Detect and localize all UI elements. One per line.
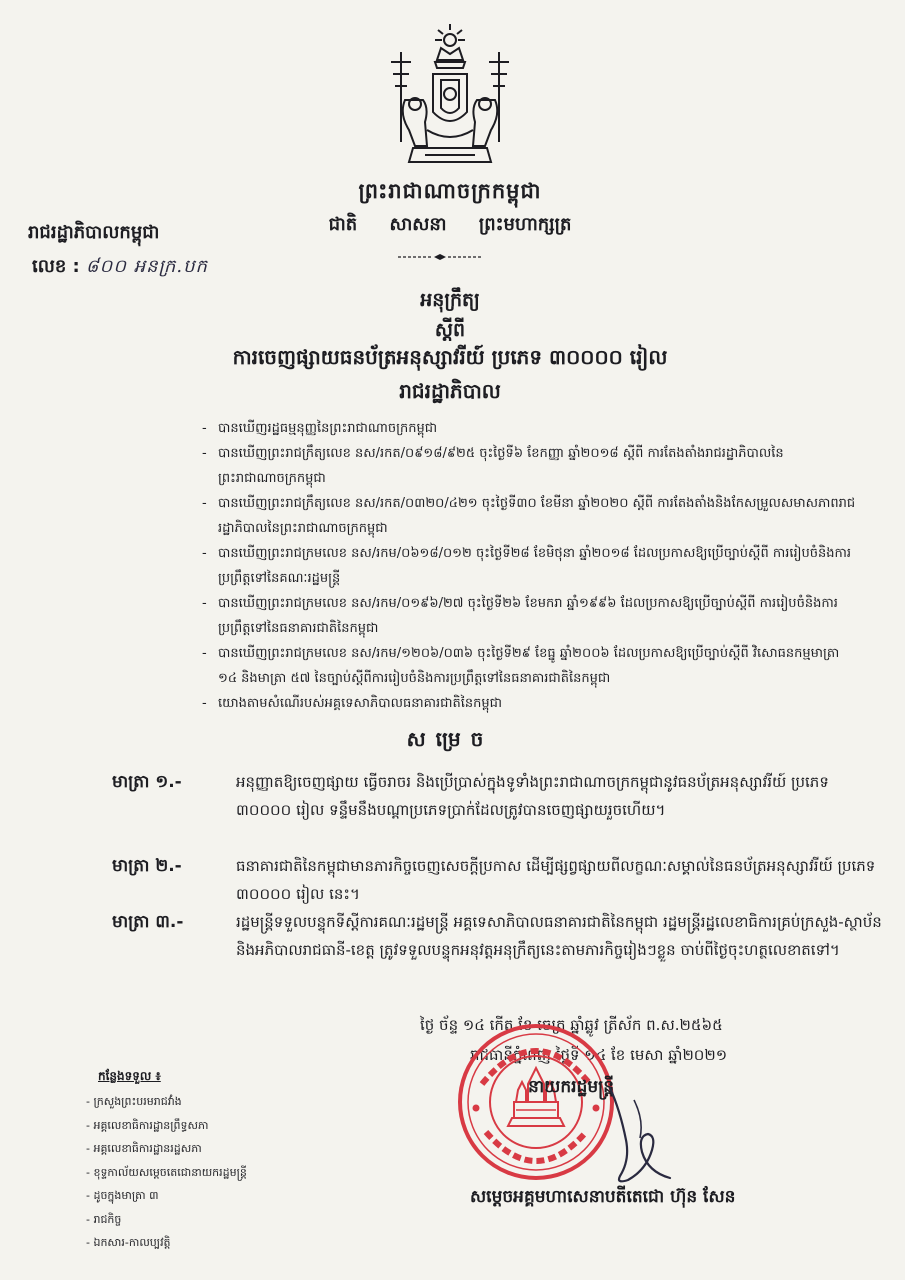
article-label: មាត្រា ៣.- (112, 912, 184, 932)
recipient-item: - ដូចក្នុងមាត្រា ៣ (86, 1184, 247, 1208)
recital-item: - យោងតាមសំណើរបស់អគ្គទេសាភិបាលធនាគារជាតិនៃកម្ពុជា (200, 691, 860, 716)
recipient-item: - ខុទ្ទកាល័យសម្តេចតេជោនាយករដ្ឋមន្ត្រី (86, 1161, 247, 1185)
signatory-title: នាយករដ្ឋមន្ត្រី (528, 1077, 614, 1097)
recital-item: - បានឃើញព្រះរាជក្រមលេខ នស/រកម/០១៩៦/២៧ ចុះថ្ងៃទី២៦ ខែមករា ឆ្នាំ១៩៩៦ ដែលប្រកាសឱ្យប្រើច្បាប់ស្តីពី ការរៀបចំនិងការប្រព្រឹត្តទៅនៃធនាគារជាតិនៃកម្ពុជា (200, 591, 860, 641)
recital-item: - បានឃើញព្រះរាជក្រមលេខ នស/រកម/១២០៦/០៣៦ ចុះថ្ងៃទី២៩ ខែធ្នូ ឆ្នាំ២០០៦ ដែលប្រកាសឱ្យប្រើច្បាប់ស្តីពី វិសោធនកម្មមាត្រា ១៤ និងមាត្រា ៥៧ នៃច្បាប់ស្តីពីការរៀបចំនិងការប្រព្រឹត្តទៅនៃធនាគារជាតិនៃកម្ពុជា (200, 641, 860, 691)
recital-item: - បានឃើញព្រះរាជក្រមលេខ នស/រកម/០៦១៨/០១២ ចុះថ្ងៃទី២៨ ខែមិថុនា ឆ្នាំ២០១៨ ដែលប្រកាសឱ្យប្រើច្បាប់ស្តីពី ការរៀបចំនិងការប្រព្រឹត្តទៅនៃគណៈរដ្ឋមន្ត្រី (200, 541, 860, 591)
article-text: រដ្ឋមន្ត្រីទទួលបន្ទុកទីស្តីការគណៈរដ្ឋមន្ត្រី អគ្គទេសាភិបាលធនាគារជាតិនៃកម្ពុជា រដ្ឋមន្ត្រីរដ្ឋលេខាធិការគ្រប់ក្រសួង-ស្ថាប័ន និងអភិបាលរាជធានី-ខេត្ត ត្រូវទទួលបន្ទុកអនុវត្តអនុក្រឹត្យនេះតាមភារកិច្ចរៀងៗខ្លួន ចាប់ពីថ្ងៃចុះហត្ថលេខាតទៅ។ (236, 913, 882, 959)
decides-heading: សម្រេច (406, 727, 494, 751)
recipient-item: - ឯកសារ-កាលប្បវត្តិ (86, 1231, 247, 1255)
recital-item: - បានឃើញព្រះរាជក្រឹត្យលេខ នស/រកត/០៣២០/៤២១ ចុះថ្ងៃទី៣០ ខែមីនា ឆ្នាំ២០២០ ស្តីពី ការតែងតាំងនិងកែសម្រួលសមាសភាពរាជរដ្ឋាភិបាលនៃព្រះរាជាណាចក្រកម្ពុជា (200, 491, 860, 541)
article-text: អនុញ្ញាតឱ្យចេញផ្សាយ ធ្វើចរាចរ និងប្រើប្រាស់ក្នុងទូទាំងព្រះរាជាណាចក្រកម្ពុជានូវធនប័ត្រអនុស្សាវរីយ៍ ប្រភេទ ៣០០០០ រៀល ទន្ទឹមនឹងបណ្តាប្រភេទប្រាក់ដែលត្រូវបានចេញផ្សាយរួចហើយ។ (236, 773, 829, 819)
reference-number (32, 254, 208, 281)
article-label: មាត្រា ១.- (112, 772, 182, 792)
article-3 (112, 908, 882, 964)
recitals-list (200, 416, 860, 716)
recital-item: - បានឃើញរដ្ឋធម្មនុញ្ញនៃព្រះរាជាណាចក្រកម្ពុជា (200, 416, 860, 441)
article-1 (112, 768, 882, 824)
recital-item: - បានឃើញព្រះរាជក្រឹត្យលេខ នស/រកត/០៩១៨/៩២៥ ចុះថ្ងៃទី៦ ខែកញ្ញា ឆ្នាំ២០១៨ ស្តីពី ការតែងតាំងរាជរដ្ឋាភិបាលនៃព្រះរាជាណាចក្រកម្ពុជា (200, 441, 860, 491)
issuing-government: រាជរដ្ឋាភិបាលកម្ពុជា (28, 222, 160, 243)
reference-label: លេខ : (32, 256, 80, 277)
article-text: ធនាគារជាតិនៃកម្ពុជាមានភារកិច្ចចេញសេចក្តីប្រកាស ដើម្បីផ្សព្វផ្សាយពីលក្ខណៈសម្គាល់នៃធនប័ត្រអនុស្សាវរីយ៍ ប្រភេទ ៣០០០០ រៀល នេះ។ (236, 857, 876, 903)
reference-value: ៨០០ អនក្រ.បក (85, 256, 208, 277)
recipient-item: - រាជកិច្ច (86, 1208, 247, 1232)
kingdom-heading: ព្រះរាជាណាចក្រកម្ពុជា (358, 179, 542, 203)
article-label: មាត្រា ២.- (112, 856, 182, 876)
document-subject: ការចេញផ្សាយធនប័ត្រអនុស្សាវរីយ៍ ប្រភេទ ៣០០០០ រៀល (232, 345, 668, 369)
lunar-date: ថ្ងៃ ច័ន្ទ ១៤ កើត ខែ ចេត្រ ឆ្នាំឆ្លូវ ត្រីស័ក ព.ស.២៥៦៥ (420, 1016, 723, 1034)
recipients-list (86, 1090, 247, 1255)
article-2 (112, 852, 882, 908)
handwritten-signature-icon (590, 1080, 680, 1190)
royal-coat-of-arms-icon (375, 22, 525, 177)
national-motto: ជាតិ សាសនា ព្រះមហាក្សត្រ (328, 214, 572, 235)
recipient-item: - ក្រសួងព្រះបរមរាជវាំង (86, 1090, 247, 1114)
solar-date: រាជធានីភ្នំពេញ ថ្ងៃទី ១៤ ខែ មេសា ឆ្នាំ២០២១ (470, 1046, 728, 1064)
ornamental-divider (398, 254, 482, 260)
recipient-item: - អគ្គលេខាធិការដ្ឋានព្រឹទ្ធសភា (86, 1114, 247, 1138)
title-about: ស្តីពី (434, 319, 466, 341)
recipient-item: - អគ្គលេខាធិការដ្ឋានរដ្ឋសភា (86, 1137, 247, 1161)
issuer-heading: រាជរដ្ឋាភិបាល (399, 379, 501, 403)
document-type: អនុក្រឹត្យ (420, 289, 480, 311)
signatory-name: សម្តេចអគ្គមហាសេនាបតីតេជោ ហ៊ុន សែន (470, 1187, 736, 1207)
recipients-heading: កន្លែងទទួល ៖ (98, 1069, 161, 1083)
